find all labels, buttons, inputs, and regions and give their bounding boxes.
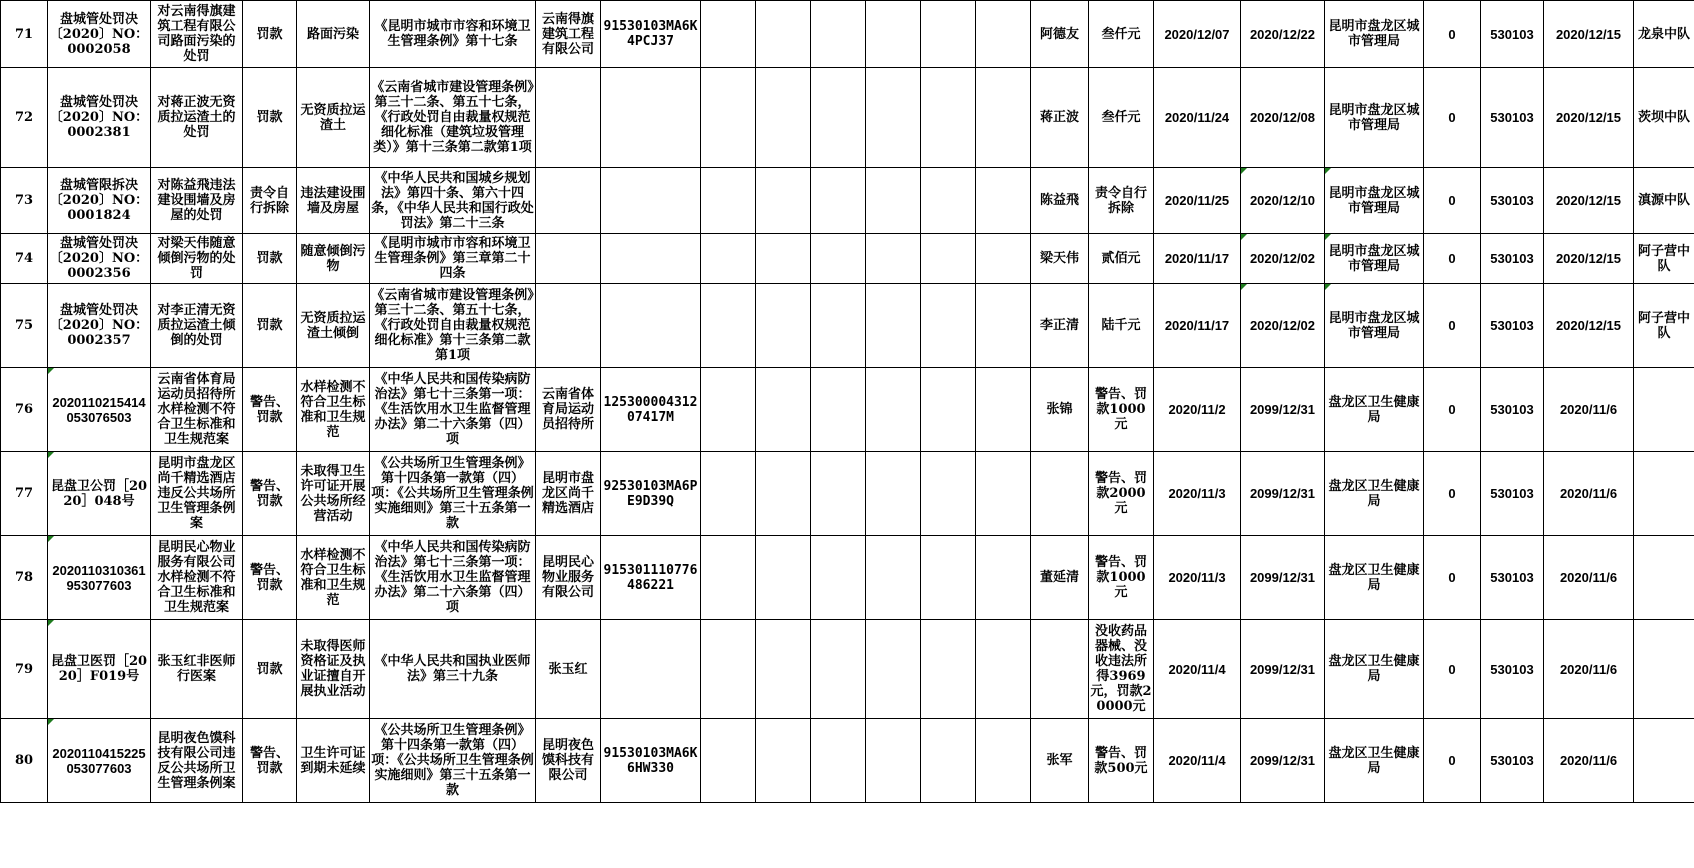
cell-empty [866,452,921,536]
cell-result: 贰佰元 [1089,234,1154,284]
cell-empty [976,368,1031,452]
cell-legal-rep: 董延清 [1031,536,1089,620]
cell-basis: 《中华人民共和国城乡规划法》第四十条、第六十四条，《中华人民共和国行政处罚法》第二十三条 [370,168,536,234]
cell-credit-code: 12530000431207417M [601,368,701,452]
cell-party: 昆明夜色馍科技有限公司 [536,719,601,803]
cell-party: 昆明市盘龙区尚千精选酒店 [536,452,601,536]
cell-empty [866,284,921,368]
cell-result: 叁仟元 [1089,68,1154,168]
cell-empty [701,284,756,368]
cell-region-code: 530103 [1481,1,1544,68]
cell-empty [866,68,921,168]
cell-case-name: 昆明民心物业服务有限公司水样检测不符合卫生标准和卫生规范案 [151,536,243,620]
cell-credit-code [601,68,701,168]
cell-publish-date: 2020/11/6 [1544,452,1634,536]
cell-penalty-type: 罚款 [243,284,297,368]
cell-empty [756,1,811,68]
cell-party: 云南得旗建筑工程有限公司 [536,1,601,68]
cell-empty [756,168,811,234]
cell-empty [701,620,756,719]
cell-empty [921,1,976,68]
cell-legal-rep: 梁天伟 [1031,234,1089,284]
cell-case-name: 昆明夜色馍科技有限公司违反公共场所卫生管理条例案 [151,719,243,803]
cell-empty [866,368,921,452]
cell-end-date: 2099/12/31 [1241,620,1325,719]
cell-violation: 随意倾倒污物 [297,234,370,284]
cell-empty [921,719,976,803]
cell-empty [866,234,921,284]
cell-seq: 72 [1,68,48,168]
cell-region-code: 530103 [1481,536,1544,620]
cell-credit-code: 92530103MA6PE9D39Q [601,452,701,536]
cell-status: 0 [1424,536,1481,620]
cell-legal-rep [1031,620,1089,719]
cell-publish-date: 2020/12/15 [1544,234,1634,284]
cell-status: 0 [1424,620,1481,719]
cell-empty [921,234,976,284]
cell-status: 0 [1424,284,1481,368]
cell-legal-rep: 陈益飛 [1031,168,1089,234]
cell-empty [976,1,1031,68]
cell-basis: 《公共场所卫生管理条例》第十四条第一款第（四）项：《公共场所卫生管理条例实施细则》第三十五条第一款 [370,719,536,803]
cell-basis: 《昆明市城市市容和环境卫生管理条例》第十七条 [370,1,536,68]
cell-unit [1634,536,1694,620]
cell-violation: 违法建设围墙及房屋 [297,168,370,234]
cell-publish-date: 2020/12/15 [1544,168,1634,234]
cell-end-date: 2020/12/08 [1241,68,1325,168]
table-row [1,719,1694,803]
cell-basis: 《中华人民共和国传染病防治法》第七十三条第一项：《生活饮用水卫生监督管理办法》第二十六条第（四）项 [370,368,536,452]
cell-empty [921,168,976,234]
cell-empty [701,368,756,452]
cell-publish-date: 2020/11/6 [1544,620,1634,719]
cell-empty [921,620,976,719]
table-row [1,1,1694,68]
cell-authority: 昆明市盘龙区城市管理局 [1325,168,1424,234]
cell-empty [756,68,811,168]
cell-authority: 昆明市盘龙区城市管理局 [1325,1,1424,68]
cell-authority: 昆明市盘龙区城市管理局 [1325,284,1424,368]
table-row [1,536,1694,620]
cell-party [536,168,601,234]
cell-violation: 水样检测不符合卫生标准和卫生规范 [297,536,370,620]
cell-seq: 76 [1,368,48,452]
cell-case-name: 云南省体育局运动员招待所水样检测不符合卫生标准和卫生规范案 [151,368,243,452]
cell-result: 警告、罚款1000元 [1089,368,1154,452]
cell-credit-code [601,168,701,234]
cell-empty [976,68,1031,168]
cell-penalty-type: 罚款 [243,620,297,719]
cell-empty [811,620,866,719]
cell-doc-no: 2020110415225053077603 [48,719,151,803]
cell-case-name: 对云南得旗建筑工程有限公司路面污染的处罚 [151,1,243,68]
cell-empty [811,1,866,68]
cell-doc-no: 盘城管处罚决〔2020〕NO：0002058 [48,1,151,68]
cell-legal-rep: 阿德友 [1031,1,1089,68]
cell-empty [921,368,976,452]
cell-case-name: 昆明市盘龙区尚千精选酒店违反公共场所卫生管理条例案 [151,452,243,536]
cell-region-code: 530103 [1481,719,1544,803]
cell-empty [921,536,976,620]
cell-decision-date: 2020/11/25 [1154,168,1241,234]
cell-empty [976,234,1031,284]
cell-status: 0 [1424,68,1481,168]
cell-result: 责令自行拆除 [1089,168,1154,234]
cell-empty [756,234,811,284]
cell-credit-code: 91530103MA6K6HW330 [601,719,701,803]
cell-end-date: 2020/12/02 [1241,284,1325,368]
table-row [1,234,1694,284]
cell-penalty-type: 警告、罚款 [243,719,297,803]
cell-basis: 《中华人民共和国传染病防治法》第七十三条第一项：《生活饮用水卫生监督管理办法》第二十六条第（四）项 [370,536,536,620]
cell-seq: 79 [1,620,48,719]
cell-empty [756,536,811,620]
cell-basis: 《昆明市城市市容和环境卫生管理条例》第三章第二十四条 [370,234,536,284]
cell-result: 警告、罚款2000元 [1089,452,1154,536]
cell-unit [1634,368,1694,452]
cell-empty [976,719,1031,803]
cell-empty [811,234,866,284]
cell-empty [701,536,756,620]
cell-empty [756,719,811,803]
cell-authority: 盘龙区卫生健康局 [1325,536,1424,620]
cell-empty [756,284,811,368]
cell-empty [921,284,976,368]
cell-empty [701,168,756,234]
cell-party [536,284,601,368]
cell-legal-rep: 蒋正波 [1031,68,1089,168]
cell-party: 张玉红 [536,620,601,719]
cell-result: 没收药品器械、没收违法所得3969元，罚款20000元 [1089,620,1154,719]
cell-empty [866,1,921,68]
cell-violation: 卫生许可证到期未延续 [297,719,370,803]
cell-empty [866,536,921,620]
cell-empty [976,168,1031,234]
cell-empty [976,452,1031,536]
cell-case-name: 张玉红非医师行医案 [151,620,243,719]
cell-empty [866,719,921,803]
cell-empty [756,620,811,719]
cell-region-code: 530103 [1481,234,1544,284]
cell-violation: 无资质拉运渣土倾倒 [297,284,370,368]
cell-party [536,234,601,284]
cell-doc-no: 2020110310361953077603 [48,536,151,620]
cell-doc-no: 昆盘卫医罚［2020］F019号 [48,620,151,719]
cell-unit [1634,719,1694,803]
cell-empty [811,452,866,536]
cell-empty [811,719,866,803]
cell-decision-date: 2020/11/4 [1154,719,1241,803]
cell-seq: 80 [1,719,48,803]
cell-penalty-type: 警告、罚款 [243,536,297,620]
cell-publish-date: 2020/12/15 [1544,1,1634,68]
cell-basis: 《云南省城市建设管理条例》第三十二条、第五十七条，《行政处罚自由裁量权规范细化标准》第十三条第二款第1项 [370,284,536,368]
table-row [1,452,1694,536]
cell-credit-code [601,234,701,284]
cell-doc-no: 盘城管处罚决〔2020〕NO：0002381 [48,68,151,168]
cell-credit-code: 915301110776486221 [601,536,701,620]
cell-legal-rep [1031,452,1089,536]
cell-decision-date: 2020/11/24 [1154,68,1241,168]
cell-authority: 盘龙区卫生健康局 [1325,620,1424,719]
cell-authority: 盘龙区卫生健康局 [1325,368,1424,452]
cell-unit [1634,452,1694,536]
cell-violation: 未取得医师资格证及执业证擅自开展执业活动 [297,620,370,719]
cell-end-date: 2099/12/31 [1241,452,1325,536]
cell-seq: 71 [1,1,48,68]
cell-region-code: 530103 [1481,168,1544,234]
cell-decision-date: 2020/12/07 [1154,1,1241,68]
cell-penalty-type: 罚款 [243,68,297,168]
cell-seq: 78 [1,536,48,620]
cell-doc-no: 盘城管处罚决〔2020〕NO：0002356 [48,234,151,284]
cell-violation: 路面污染 [297,1,370,68]
cell-empty [701,68,756,168]
cell-result: 叁仟元 [1089,1,1154,68]
cell-region-code: 530103 [1481,452,1544,536]
cell-unit [1634,620,1694,719]
cell-empty [701,719,756,803]
cell-region-code: 530103 [1481,368,1544,452]
cell-empty [811,68,866,168]
cell-seq: 73 [1,168,48,234]
cell-status: 0 [1424,719,1481,803]
cell-status: 0 [1424,1,1481,68]
cell-party [536,68,601,168]
cell-end-date: 2020/12/02 [1241,234,1325,284]
cell-unit: 龙泉中队 [1634,1,1694,68]
cell-case-name: 对陈益飛违法建设围墙及房屋的处罚 [151,168,243,234]
cell-empty [921,452,976,536]
cell-end-date: 2099/12/31 [1241,536,1325,620]
cell-authority: 盘龙区卫生健康局 [1325,719,1424,803]
cell-status: 0 [1424,168,1481,234]
cell-empty [811,284,866,368]
table-body [1,1,1694,803]
cell-empty [701,1,756,68]
cell-empty [811,368,866,452]
cell-case-name: 对梁天伟随意倾倒污物的处罚 [151,234,243,284]
cell-party: 云南省体育局运动员招待所 [536,368,601,452]
cell-empty [976,620,1031,719]
cell-empty [701,452,756,536]
cell-basis: 《公共场所卫生管理条例》第十四条第一款第（四）项：《公共场所卫生管理条例实施细则》第三十五条第一款 [370,452,536,536]
cell-empty [976,536,1031,620]
cell-penalty-type: 罚款 [243,234,297,284]
cell-empty [866,168,921,234]
cell-doc-no: 盘城管处罚决〔2020〕NO：0002357 [48,284,151,368]
cell-decision-date: 2020/11/2 [1154,368,1241,452]
cell-status: 0 [1424,452,1481,536]
table-row [1,284,1694,368]
cell-case-name: 对蒋正波无资质拉运渣土的处罚 [151,68,243,168]
cell-penalty-type: 罚款 [243,1,297,68]
cell-penalty-type: 责令自行拆除 [243,168,297,234]
cell-unit: 阿子营中队 [1634,234,1694,284]
cell-doc-no: 昆盘卫公罚［2020］048号 [48,452,151,536]
cell-credit-code [601,284,701,368]
cell-credit-code: 91530103MA6K4PCJ37 [601,1,701,68]
cell-unit: 滇源中队 [1634,168,1694,234]
cell-penalty-type: 警告、罚款 [243,368,297,452]
cell-authority: 昆明市盘龙区城市管理局 [1325,234,1424,284]
cell-end-date: 2099/12/31 [1241,719,1325,803]
cell-empty [811,168,866,234]
cell-publish-date: 2020/11/6 [1544,536,1634,620]
cell-unit: 茨坝中队 [1634,68,1694,168]
cell-result: 警告、罚款1000元 [1089,536,1154,620]
cell-publish-date: 2020/12/15 [1544,68,1634,168]
cell-status: 0 [1424,234,1481,284]
cell-basis: 《中华人民共和国执业医师法》第三十九条 [370,620,536,719]
cell-violation: 无资质拉运渣土 [297,68,370,168]
cell-empty [701,234,756,284]
cell-seq: 77 [1,452,48,536]
cell-region-code: 530103 [1481,620,1544,719]
cell-empty [921,68,976,168]
cell-doc-no: 盘城管限拆决〔2020〕NO：0001824 [48,168,151,234]
cell-end-date: 2020/12/10 [1241,168,1325,234]
cell-legal-rep: 张军 [1031,719,1089,803]
cell-region-code: 530103 [1481,284,1544,368]
cell-doc-no: 2020110215414053076503 [48,368,151,452]
cell-unit: 阿子营中队 [1634,284,1694,368]
cell-credit-code [601,620,701,719]
cell-empty [866,620,921,719]
cell-basis: 《云南省城市建设管理条例》第三十二条、第五十七条，《行政处罚自由裁量权规范细化标准（建筑垃圾管理类）》第十三条第二款第1项 [370,68,536,168]
cell-seq: 74 [1,234,48,284]
cell-region-code: 530103 [1481,68,1544,168]
cell-result: 陆千元 [1089,284,1154,368]
cell-penalty-type: 警告、罚款 [243,452,297,536]
cell-publish-date: 2020/11/6 [1544,368,1634,452]
cell-decision-date: 2020/11/17 [1154,284,1241,368]
cell-violation: 未取得卫生许可证开展公共场所经营活动 [297,452,370,536]
cell-empty [976,284,1031,368]
cell-publish-date: 2020/12/15 [1544,284,1634,368]
table-row [1,168,1694,234]
table-row [1,620,1694,719]
cell-seq: 75 [1,284,48,368]
cell-decision-date: 2020/11/17 [1154,234,1241,284]
cell-authority: 盘龙区卫生健康局 [1325,452,1424,536]
cell-publish-date: 2020/11/6 [1544,719,1634,803]
cell-violation: 水样检测不符合卫生标准和卫生规范 [297,368,370,452]
cell-decision-date: 2020/11/3 [1154,536,1241,620]
cell-case-name: 对李正清无资质拉运渣土倾倒的处罚 [151,284,243,368]
cell-authority: 昆明市盘龙区城市管理局 [1325,68,1424,168]
table-row [1,368,1694,452]
cell-result: 警告、罚款500元 [1089,719,1154,803]
cell-empty [811,536,866,620]
cell-decision-date: 2020/11/3 [1154,452,1241,536]
cell-legal-rep: 李正清 [1031,284,1089,368]
cell-party: 昆明民心物业服务有限公司 [536,536,601,620]
cell-empty [756,452,811,536]
cell-status: 0 [1424,368,1481,452]
cell-end-date: 2020/12/22 [1241,1,1325,68]
table-row [1,68,1694,168]
cell-end-date: 2099/12/31 [1241,368,1325,452]
cell-empty [756,368,811,452]
cell-decision-date: 2020/11/4 [1154,620,1241,719]
cell-legal-rep: 张锦 [1031,368,1089,452]
